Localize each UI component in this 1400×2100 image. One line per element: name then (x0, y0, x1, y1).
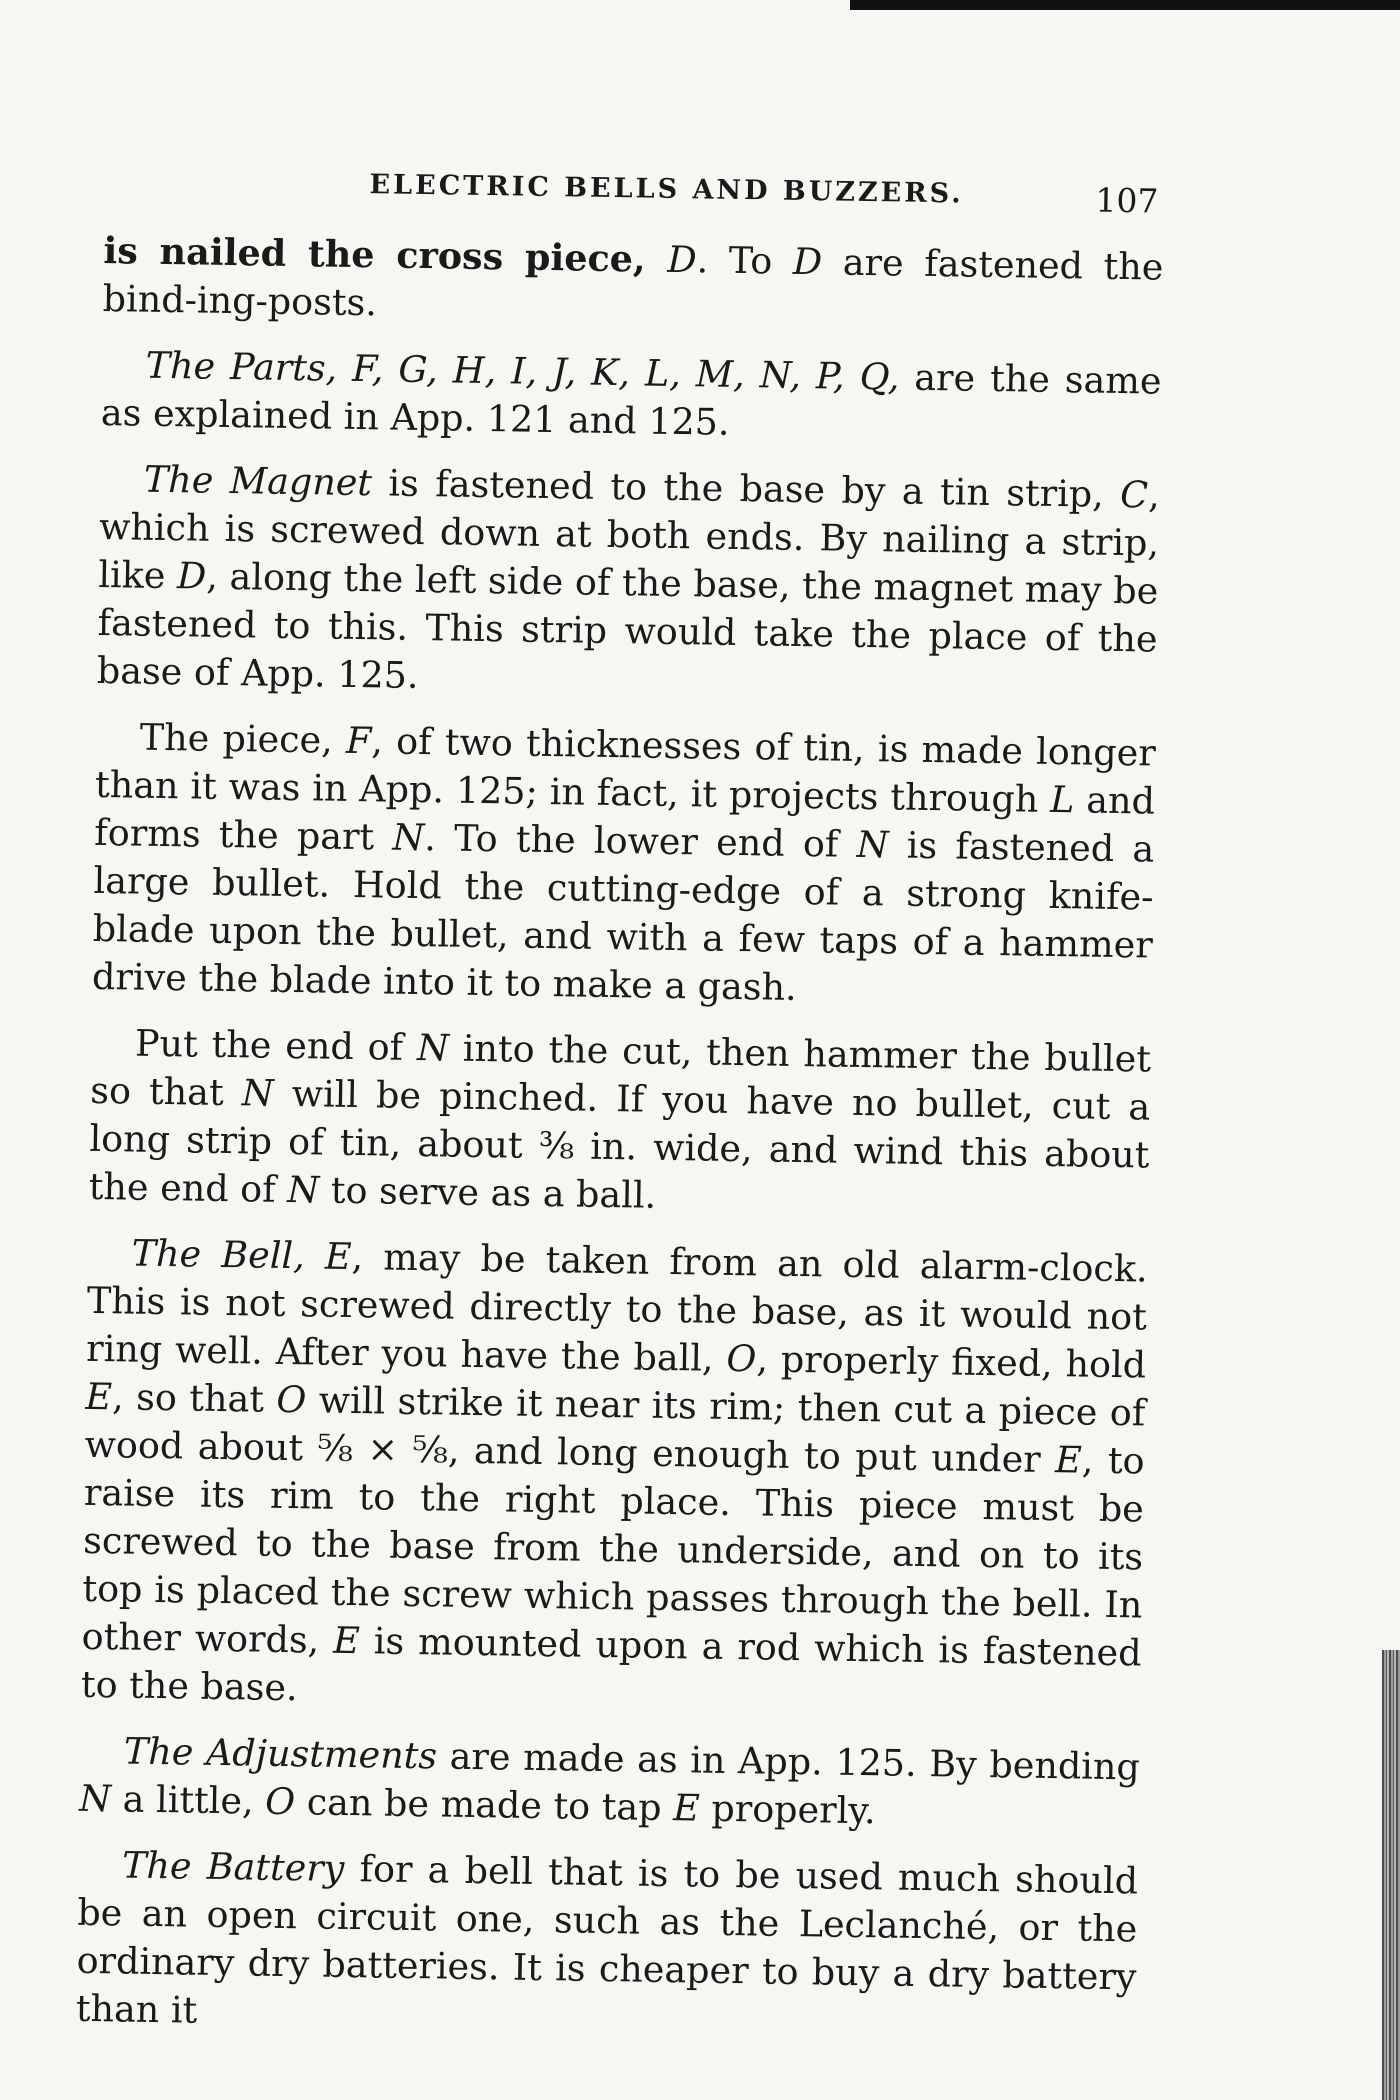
italic-text: N (241, 1071, 275, 1115)
text-run: , of two thicknesses of tin, is made longer than it was in App. 125; in fact, it projects through (94, 719, 1157, 821)
italic-text: E (1054, 1438, 1083, 1482)
italic-text: The Parts, F, G, H, I, J, K, L, M, N, P, Q, (145, 343, 900, 399)
text-run: is fastened to the base by a tin strip, (371, 461, 1121, 516)
italic-text: O (264, 1779, 296, 1824)
text-run: will strike it near its rim; then cut a piece of wood about ⅝ × ⅝, and long enough to put under (84, 1378, 1146, 1482)
page-number: 107 (1095, 180, 1159, 221)
italic-text: N (78, 1776, 112, 1821)
text-run: are made as in App. 125. By bending (436, 1734, 1141, 1789)
italic-text: N (856, 822, 889, 867)
italic-text: E (672, 1786, 701, 1830)
italic-text: O (726, 1336, 757, 1381)
italic-text: D (176, 554, 207, 598)
text-run: a little, (110, 1777, 266, 1823)
paragraph-p6 (81, 1229, 1148, 1726)
text-run: , may be taken from an old alarm-clock. This is not screwed directly to the base, as it would not ring well. After you have the ball, (85, 1235, 1148, 1380)
italic-text: E (324, 1234, 352, 1279)
italic-text: E (332, 1618, 361, 1663)
italic-text: D (792, 239, 823, 284)
book-page (75, 155, 1165, 2067)
top-edge-rule (850, 0, 1400, 10)
paragraph-p8 (76, 1841, 1139, 2050)
text-run: properly. (699, 1786, 877, 1833)
paragraph-p5 (88, 1019, 1151, 1228)
paragraph-p4 (92, 713, 1156, 1018)
text-run: . To the lower end of (424, 816, 857, 866)
text-run: can be made to tap (294, 1780, 674, 1830)
text-run: is fastened a large bullet. Hold the cutting-edge of a strong knife-blade upon the bullet, and with a few taps of a hammer drive the blade into it to make a gash. (91, 823, 1155, 1009)
text-run: to serve as a ball. (318, 1168, 657, 1217)
text-run: . To (696, 238, 794, 283)
paragraph-p1 (102, 227, 1163, 340)
text-run: into the cut, then hammer the bullet so that (89, 1026, 1152, 1115)
italic-text: The Adjustments (123, 1729, 438, 1778)
text-run: , to raise its rim to the right place. This piece must be screwed to the base from the underside, and on to its top is placed the screw which passes through the bell. In other words, (81, 1438, 1145, 1662)
page-edge-shadow (1382, 1650, 1400, 2100)
text-run: Put the end of (134, 1021, 418, 1070)
paragraph-p3 (97, 455, 1161, 712)
italic-text: O (276, 1377, 307, 1422)
italic-text: The Battery (121, 1843, 345, 1890)
text-run: for a bell that is to be used much should be an open circuit one, such as the Leclanché, or the ordinary dry batteries. It is cheaper to buy a dry battery than it (75, 1846, 1139, 2032)
bold-text: is nailed the cross piece, (103, 228, 668, 281)
text-run: , along the left side of the base, the magnet may be fastened to this. This strip would take the place of the base of App. 125. (96, 554, 1159, 697)
text-run: is mounted upon a rod which is fastened to the base. (80, 1619, 1142, 1710)
italic-text: D (667, 237, 697, 282)
italic-text: The Magnet (143, 457, 373, 505)
italic-text: N (416, 1026, 450, 1070)
italic-text: L (1049, 777, 1075, 822)
text-run: are the same as explained in App. 121 and 125. (100, 355, 1162, 444)
text-run: , properly fixed, hold (756, 1337, 1147, 1387)
italic-text: N (286, 1167, 320, 1212)
text-run: , so that (111, 1375, 277, 1421)
text-run: The piece, (139, 715, 347, 762)
text-run: , which is screwed down at both ends. By nailing a strip, like (98, 473, 1161, 598)
italic-text: N (392, 815, 425, 860)
text-run: will be pinched. If you have no bullet, cut a long strip of tin, about ⅜ in. wide, and wind this about the end of (88, 1071, 1151, 1211)
italic-text: F (345, 718, 372, 763)
running-head (104, 155, 1165, 232)
body-text (76, 227, 1164, 2049)
paragraph-p7 (79, 1727, 1140, 1840)
text-run: are fastened the bind-ing-posts. (102, 240, 1164, 325)
italic-text: C (1119, 472, 1149, 517)
running-head-title: ELECTRIC BELLS AND BUZZERS. (369, 169, 964, 210)
italic-text: E (85, 1374, 113, 1419)
text-run: and forms the part (94, 778, 1156, 859)
text-run (304, 1234, 325, 1277)
paragraph-p2 (101, 341, 1162, 454)
italic-text: The Bell, (131, 1231, 306, 1278)
